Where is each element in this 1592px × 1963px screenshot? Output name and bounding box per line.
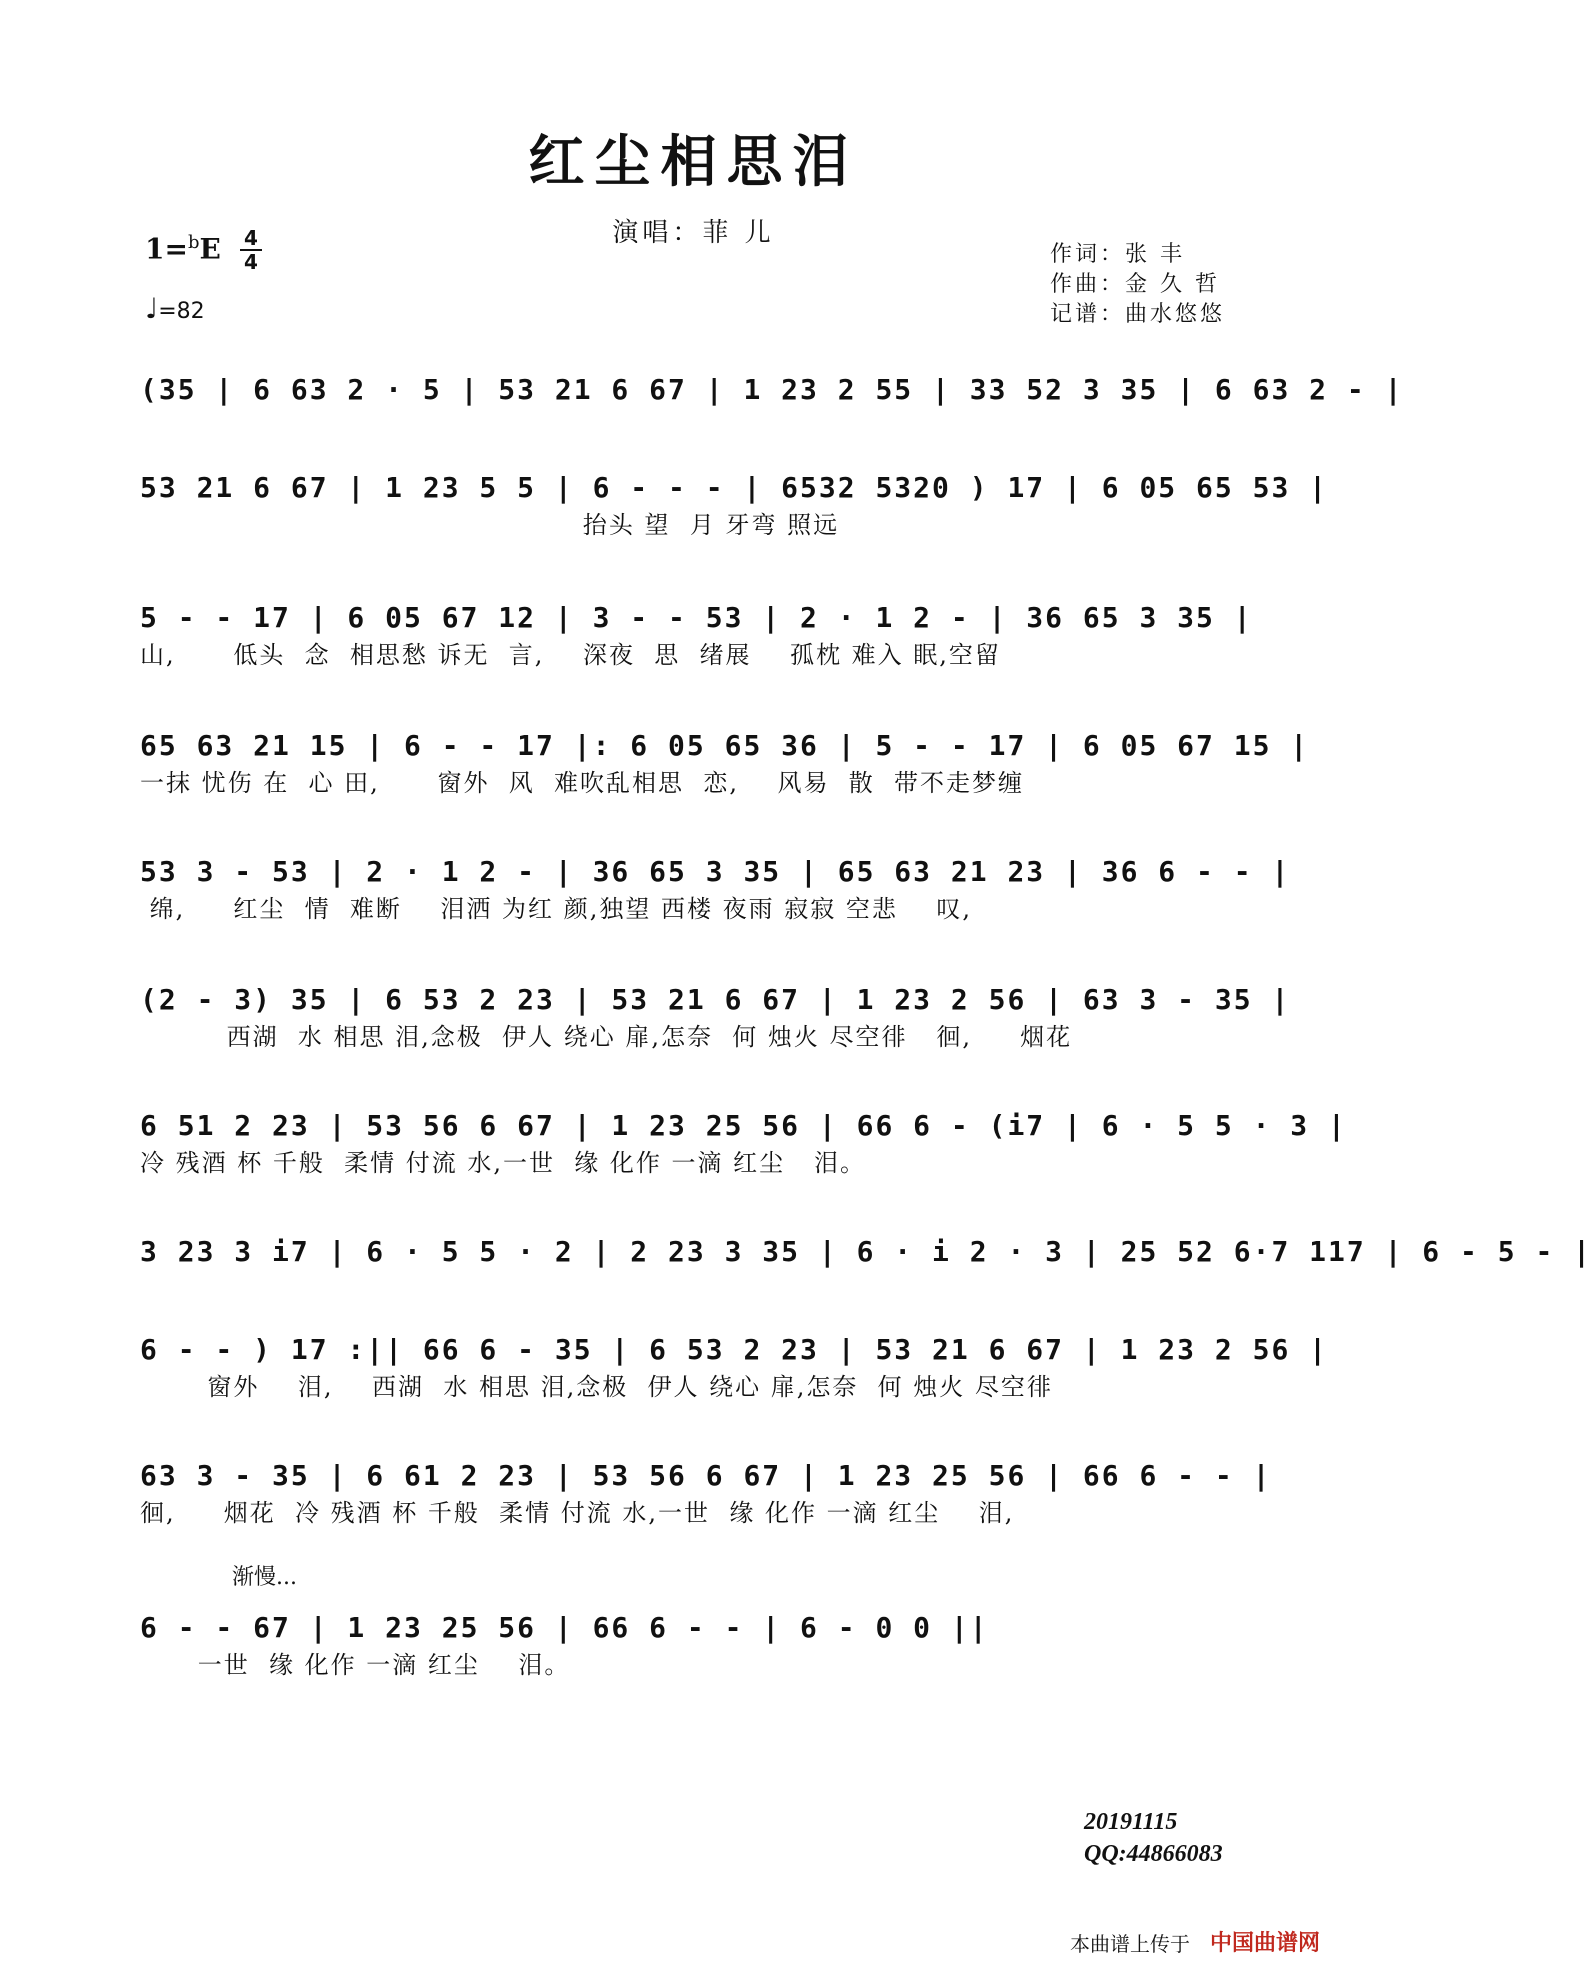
notation-line: 65 63 21 15 | 6 - - 17 |: 6 05 65 36 | 5 - - 17 | 6 05 67 15 | xyxy=(140,729,1310,762)
lyrics-line: 一世 缘 化作 一滴 红尘 泪。 xyxy=(140,1651,571,1679)
score-system-7 xyxy=(140,1106,1347,1180)
lyrics-line xyxy=(140,410,1250,444)
score-system-9 xyxy=(140,1330,1329,1404)
composer-credit: 作曲：金 久 哲 xyxy=(1050,272,1220,297)
key-note: E xyxy=(199,232,221,266)
lyrics-line: 徊, 烟花 冷 残酒 杯 千般 柔情 付流 水,一世 缘 化作 一滴 红尘 泪, xyxy=(140,1499,1015,1527)
upload-note: 本曲谱上传于 xyxy=(1070,1932,1190,1956)
flat-sign: b xyxy=(187,232,200,253)
lyrics-line: 绵, 红尘 情 难断 泪洒 为红 颜,独望 西楼 夜雨 寂寂 空悲 叹, xyxy=(140,895,972,923)
notation-line: 53 3 - 53 | 2 · 1 2 - | 36 65 3 35 | 65 63 21 23 | 36 6 - - | xyxy=(140,855,1291,888)
notation-line: 53 21 6 67 | 1 23 5 5 | 6 - - - | 6532 5320 ) 17 | 6 05 65 53 | xyxy=(140,471,1329,504)
lyrics-line: 抬头 望 月 牙弯 照远 xyxy=(140,511,840,539)
notation-line: 63 3 - 35 | 6 61 2 23 | 53 56 6 67 | 1 23 25 56 | 66 6 - - | xyxy=(140,1459,1272,1492)
time-sig-top: 4 xyxy=(244,226,258,250)
transcriber-credit: 记谱：曲水悠悠 xyxy=(1050,302,1226,327)
lyrics-line: 窗外 泪, 西湖 水 相思 泪,念极 伊人 绕心 扉,怎奈 何 烛火 尽空徘 xyxy=(140,1373,1053,1401)
score-system-3 xyxy=(140,598,1253,672)
page-title: 红尘相思泪 xyxy=(528,129,859,195)
lyrics-line xyxy=(140,1272,1250,1306)
transcriber-footer xyxy=(1084,1806,1223,1870)
lyrics-line: 西湖 水 相思 泪,念极 伊人 绕心 扉,怎奈 何 烛火 尽空徘 徊, 烟花 xyxy=(140,1023,1073,1051)
time-signature xyxy=(240,228,262,272)
tempo-value: =82 xyxy=(158,299,205,324)
lyrics-line: 山, 低头 念 相思愁 诉无 言, 深夜 思 绪展 孤枕 难入 眠,空留 xyxy=(140,641,1001,669)
site-watermark: 中国曲谱网 xyxy=(1210,1931,1321,1956)
score-system-2 xyxy=(140,468,1329,542)
lyricist-credit: 作词：张 丰 xyxy=(1050,242,1185,267)
notation-line: 6 51 2 23 | 53 56 6 67 | 1 23 25 56 | 66 6 - (i7 | 6 · 5 5 · 3 | xyxy=(140,1109,1347,1142)
score-system-10 xyxy=(140,1456,1272,1530)
notation-line: (35 | 6 63 2 · 5 | 53 21 6 67 | 1 23 2 55 | 33 52 3 35 | 6 63 2 - | xyxy=(140,373,1404,406)
slowdown-marking: 渐慢... xyxy=(232,1565,297,1590)
lyrics-line: 冷 残酒 杯 千般 柔情 付流 水,一世 缘 化作 一滴 红尘 泪。 xyxy=(140,1149,867,1177)
time-sig-bottom: 4 xyxy=(244,250,258,274)
score-system-6 xyxy=(140,980,1291,1054)
score-system-11 xyxy=(140,1608,1250,1682)
credits-block xyxy=(1050,240,1225,330)
lyrics-line: 一抹 忧伤 在 心 田, 窗外 风 难吹乱相思 恋, 风易 散 带不走梦缠 xyxy=(140,769,1024,797)
tempo-marking xyxy=(145,292,205,325)
score-system-1 xyxy=(140,370,1404,444)
notation-line: 5 - - 17 | 6 05 67 12 | 3 - - 53 | 2 · 1 2 - | 36 65 3 35 | xyxy=(140,601,1253,634)
notation-line: 3 23 3 i7 | 6 · 5 5 · 2 | 2 23 3 35 | 6 · i 2 · 3 | 25 52 6·7 117 | 6 - 5 - | xyxy=(140,1235,1592,1268)
footer-qq: QQ:44866083 xyxy=(1084,1841,1223,1867)
score-system-5 xyxy=(140,852,1291,926)
score-system-4 xyxy=(140,726,1310,800)
notation-line: 6 - - 67 | 1 23 25 56 | 66 6 - - | 6 - 0 0 || xyxy=(140,1611,989,1644)
footer-date: 20191115 xyxy=(1084,1809,1178,1835)
notation-line: 6 - - ) 17 :|| 66 6 - 35 | 6 53 2 23 | 53 21 6 67 | 1 23 2 56 | xyxy=(140,1333,1329,1366)
quarter-note-icon: ♩ xyxy=(145,292,159,325)
score-system-8 xyxy=(140,1232,1592,1306)
notation-line: (2 - 3) 35 | 6 53 2 23 | 53 21 6 67 | 1 23 2 56 | 63 3 - 35 | xyxy=(140,983,1291,1016)
singer-credit: 演唱：菲 儿 xyxy=(612,218,775,248)
key-prefix: 1= xyxy=(145,232,188,266)
key-signature xyxy=(145,232,221,265)
